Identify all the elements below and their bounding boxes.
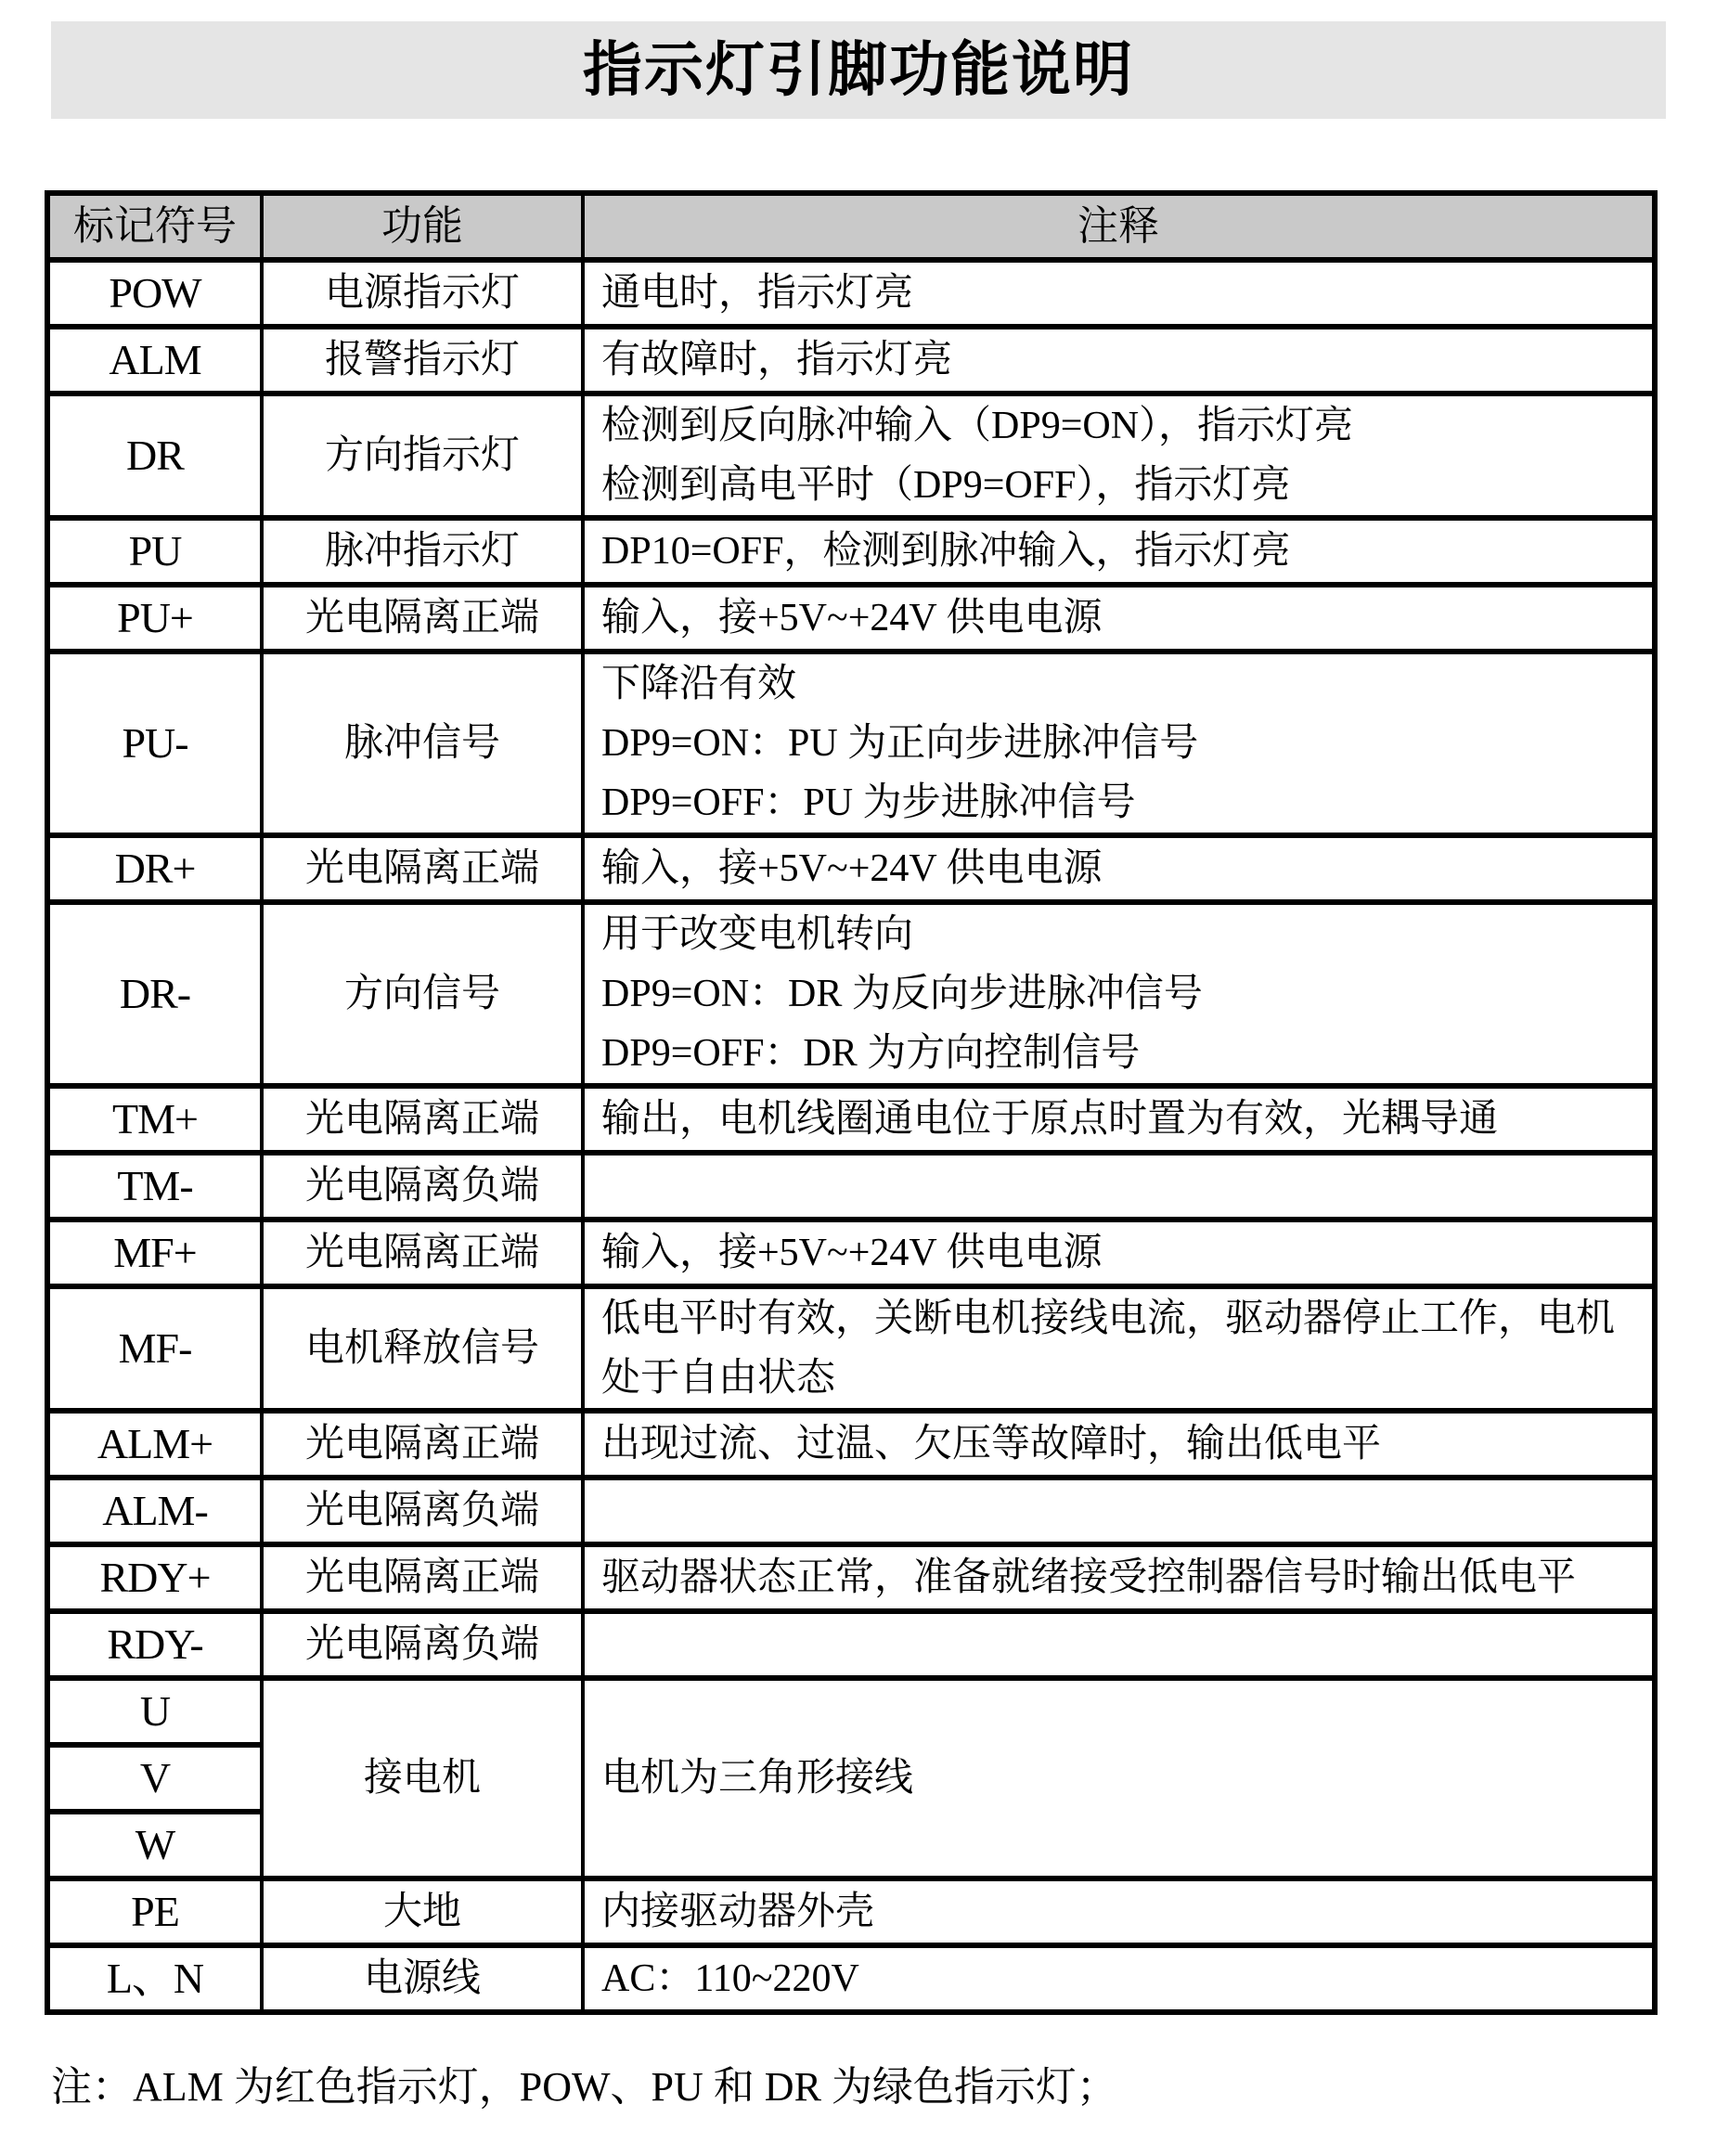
table-row	[47, 1086, 1655, 1153]
notes-cell	[583, 835, 1655, 902]
header-row	[47, 193, 1655, 260]
table-row	[47, 652, 1655, 835]
function-cell: 脉冲指示灯	[262, 518, 583, 585]
symbol-cell: PU-	[47, 652, 262, 835]
note-line: AC：110~220V	[601, 1957, 859, 2000]
function-cell: 光电隔离负端	[262, 1611, 583, 1678]
page-title: 指示灯引脚功能说明	[583, 36, 1134, 103]
function-cell: 脉冲信号	[262, 652, 583, 835]
symbol-cell: ALM+	[47, 1411, 262, 1478]
function-cell: 光电隔离正端	[262, 1086, 583, 1153]
note-line: DP9=OFF：PU 为步进脉冲信号	[601, 781, 1136, 824]
table-row	[47, 1945, 1655, 2012]
header-function: 功能	[262, 193, 583, 260]
note-line: 检测到高电平时（DP9=OFF），指示灯亮	[601, 464, 1291, 507]
notes-cell	[583, 1478, 1655, 1544]
function-cell: 报警指示灯	[262, 327, 583, 394]
symbol-cell: DR	[47, 394, 262, 518]
symbol-cell: TM-	[47, 1153, 262, 1220]
symbol-cell: POW	[47, 260, 262, 327]
function-cell: 电源线	[262, 1945, 583, 2012]
notes-cell	[583, 1153, 1655, 1220]
table-row	[47, 1220, 1655, 1286]
table-header	[47, 193, 1655, 260]
note-line: 电机为三角形接线	[601, 1757, 914, 1800]
header-notes: 注释	[583, 193, 1655, 260]
notes-cell	[583, 518, 1655, 585]
notes-cell	[583, 327, 1655, 394]
notes-cell	[583, 1678, 1655, 1878]
table-row	[47, 1678, 1655, 1745]
function-cell: 大地	[262, 1878, 583, 1945]
note-line: 有故障时，指示灯亮	[601, 339, 953, 381]
function-cell: 光电隔离正端	[262, 1411, 583, 1478]
symbol-cell: DR+	[47, 835, 262, 902]
function-cell: 光电隔离正端	[262, 1544, 583, 1611]
note-line: 输入，接+5V~+24V 供电电源	[601, 1232, 1103, 1274]
symbol-cell: V	[47, 1745, 262, 1812]
notes-cell	[583, 1220, 1655, 1286]
note-line: 输入，接+5V~+24V 供电电源	[601, 847, 1103, 890]
symbol-cell: DR-	[47, 902, 262, 1086]
symbol-cell: W	[47, 1812, 262, 1878]
note-line: 下降沿有效	[601, 663, 797, 705]
notes-cell	[583, 1086, 1655, 1153]
table-row	[47, 394, 1655, 518]
note-line: 内接驱动器外壳	[601, 1891, 875, 1933]
note-line: 出现过流、过温、欠压等故障时，输出低电平	[601, 1423, 1382, 1465]
notes-cell	[583, 1544, 1655, 1611]
note-line: 驱动器状态正常，准备就绪接受控制器信号时输出低电平	[601, 1556, 1577, 1599]
notes-cell	[583, 1611, 1655, 1678]
function-cell: 方向指示灯	[262, 394, 583, 518]
notes-cell	[583, 902, 1655, 1086]
notes-cell	[583, 1945, 1655, 2012]
table-row	[47, 260, 1655, 327]
table-row	[47, 1544, 1655, 1611]
function-cell: 光电隔离正端	[262, 585, 583, 652]
function-cell: 电机释放信号	[262, 1286, 583, 1411]
notes-cell	[583, 260, 1655, 327]
symbol-cell: PU	[47, 518, 262, 585]
symbol-cell: RDY-	[47, 1611, 262, 1678]
note-line: DP9=ON：PU 为正向步进脉冲信号	[601, 722, 1199, 765]
notes-cell	[583, 585, 1655, 652]
table-row	[47, 1611, 1655, 1678]
note-line: DP10=OFF，检测到脉冲输入，指示灯亮	[601, 530, 1291, 573]
function-cell: 接电机	[262, 1678, 583, 1878]
table-row	[47, 835, 1655, 902]
table-row	[47, 585, 1655, 652]
table-row	[47, 1478, 1655, 1544]
symbol-cell: RDY+	[47, 1544, 262, 1611]
symbol-cell: ALM	[47, 327, 262, 394]
symbol-cell: L、N	[47, 1945, 262, 2012]
function-cell: 电源指示灯	[262, 260, 583, 327]
symbol-cell: MF+	[47, 1220, 262, 1286]
table-row	[47, 1411, 1655, 1478]
symbol-cell: MF-	[47, 1286, 262, 1411]
note-line: 低电平时有效，关断电机接线电流，驱动器停止工作，电机处于自由状态	[601, 1297, 1616, 1400]
note-line: 输入，接+5V~+24V 供电电源	[601, 597, 1103, 639]
pin-function-table	[45, 190, 1658, 2015]
note-line: 输出，电机线圈通电位于原点时置为有效，光耦导通	[601, 1098, 1499, 1141]
note-line: 用于改变电机转向	[601, 913, 914, 956]
table-row	[47, 1878, 1655, 1945]
note-line: 检测到反向脉冲输入（DP9=ON），指示灯亮	[601, 405, 1354, 447]
notes-cell	[583, 1411, 1655, 1478]
notes-cell	[583, 652, 1655, 835]
table-row	[47, 1286, 1655, 1411]
title-banner	[51, 21, 1666, 119]
symbol-cell: PU+	[47, 585, 262, 652]
function-cell: 光电隔离正端	[262, 835, 583, 902]
note-line: DP9=ON：DR 为反向步进脉冲信号	[601, 973, 1203, 1015]
function-cell: 光电隔离正端	[262, 1220, 583, 1286]
note-line: DP9=OFF：DR 为方向控制信号	[601, 1032, 1141, 1075]
header-symbol: 标记符号	[47, 193, 262, 260]
symbol-cell: U	[47, 1678, 262, 1745]
note-line: 通电时，指示灯亮	[601, 272, 914, 315]
function-cell: 方向信号	[262, 902, 583, 1086]
footnote: 注：ALM 为红色指示灯，POW、PU 和 DR 为绿色指示灯；	[51, 2064, 1117, 2110]
table-row	[47, 1153, 1655, 1220]
notes-cell	[583, 1878, 1655, 1945]
table-row	[47, 902, 1655, 1086]
notes-cell	[583, 394, 1655, 518]
symbol-cell: ALM-	[47, 1478, 262, 1544]
pin-function-table-body	[47, 260, 1655, 2012]
function-cell: 光电隔离负端	[262, 1478, 583, 1544]
symbol-cell: PE	[47, 1878, 262, 1945]
notes-cell	[583, 1286, 1655, 1411]
table-row	[47, 518, 1655, 585]
table-row	[47, 327, 1655, 394]
symbol-cell: TM+	[47, 1086, 262, 1153]
function-cell: 光电隔离负端	[262, 1153, 583, 1220]
